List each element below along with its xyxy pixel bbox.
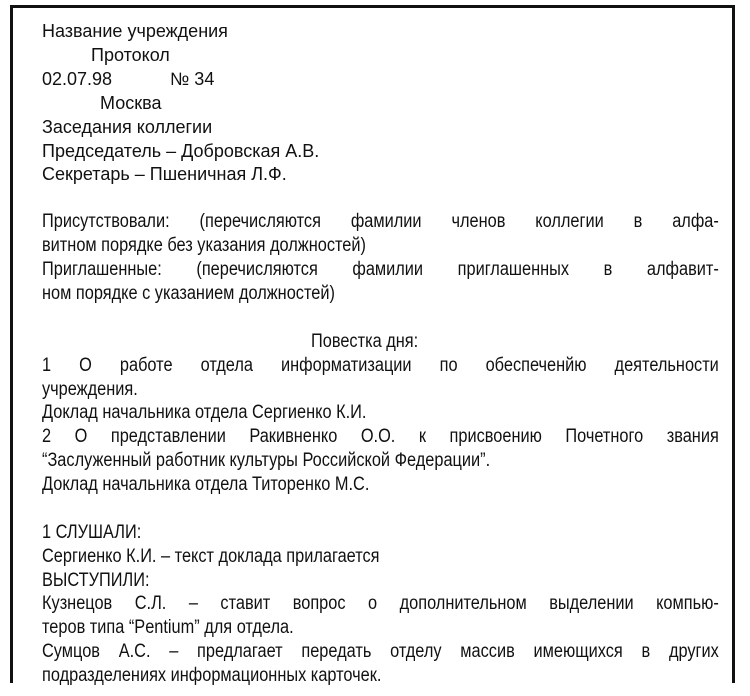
agenda-item-2-line-2: “Заслуженный работник культуры Российской Федерации”.	[42, 450, 491, 471]
document-number: № 34	[170, 69, 215, 89]
agenda-title: Повестка дня:	[311, 331, 419, 352]
speaker-1-line-2: теров типа “Pentium” для отдела.	[42, 617, 294, 638]
spoke-label: ВЫСТУПИЛИ:	[42, 570, 150, 591]
document-type: Протокол	[91, 45, 170, 65]
heard-label: 1 СЛУШАЛИ:	[42, 522, 142, 543]
document-place: Москва	[100, 93, 162, 113]
agenda-item-1-report: Доклад начальника отдела Сергиенко К.И.	[42, 402, 367, 423]
secretary: Секретарь – Пшеничная Л.Ф.	[42, 164, 287, 184]
agenda-item-1-line-2: учреждения.	[42, 379, 138, 400]
invited-line-2: ном порядке с указанием должностей)	[42, 283, 335, 304]
agenda-item-2-report: Доклад начальника отдела Титоренко М.С.	[42, 474, 370, 495]
present-line-2: витном порядке без указания должностей)	[42, 235, 366, 256]
document-date: 02.07.98	[42, 69, 113, 89]
agenda-item-2-line-1: 2 О представлении Ракивненко О.О. к присвоению Почетного звания	[42, 426, 719, 447]
speaker-1-line-1: Кузнецов С.Л. – ставит вопрос о дополнительном выделении компью-	[42, 593, 719, 614]
chairman: Председатель – Добровская А.В.	[42, 141, 320, 161]
speaker-2-line-2: подразделениях информационных карточек.	[42, 665, 382, 686]
agenda-item-1-line-1: 1 О работе отдела информатизации по обеспеченйю деятельности	[42, 355, 719, 376]
speaker-2-line-1: Сумцов А.С. – предлагает передать отделу массив имеющихся в других	[42, 641, 719, 662]
invited-line-1: Приглашенные: (перечисляются фамилии приглашенных в алфавит-	[42, 259, 719, 280]
institution-name: Название учреждения	[42, 21, 228, 41]
heard-text: Сергиенко К.И. – текст доклада прилагается	[42, 546, 380, 567]
present-line-1: Присутствовали: (перечисляются фамилии членов коллегии в алфа-	[42, 211, 719, 232]
meeting-title: Заседания коллегии	[42, 117, 213, 137]
